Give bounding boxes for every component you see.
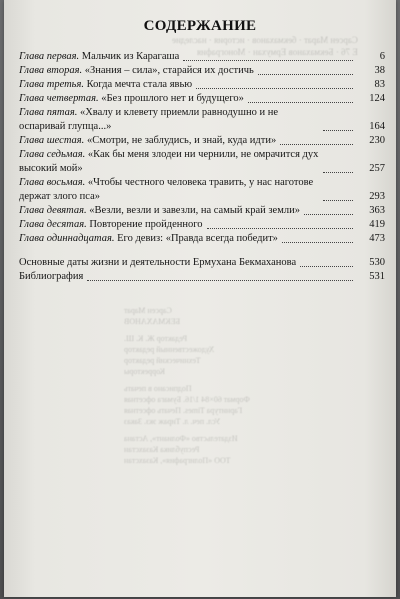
toc-entry-text [19,78,192,92]
toc-entry[interactable] [19,78,385,92]
chapter-label: Глава девятая. [19,205,87,216]
page-number: 6 [379,51,385,62]
chapter-title: Когда мечта стала явью [86,79,193,90]
chapter-title: «Знания – сила», старайся их достичь [84,65,254,76]
show-through-text-bottom [124,305,250,466]
page-number: 230 [369,135,385,146]
toc-entry-text [19,204,300,218]
toc-entry-text [19,148,319,176]
chapter-label: Глава четвертая. [19,93,99,104]
page-number: 124 [369,93,385,104]
show-through-line: Формат 60×84 1/16. Бумага офсетная [124,395,250,404]
page-number: 473 [369,233,385,244]
chapter-label: Глава пятая. [19,107,78,118]
chapter-title: Повторение пройденного [89,219,203,230]
show-through-line: Усл. печ. л. Тираж экз. Заказ [124,417,221,426]
show-through-line: Сарсен Марат [124,306,172,315]
toc-entry-text: Библиография [19,271,84,282]
toc-entry-text [19,92,244,106]
chapter-title: «Чтобы честного человека травить, у нас наготове держат злого пса» [19,177,314,202]
page-number: 83 [374,79,385,90]
toc-title: СОДЕРЖАНИЕ [143,18,257,34]
chapter-title: Его девиз: «Правда всегда победит» [117,233,278,244]
toc-entry-text [19,106,319,134]
chapter-label: Глава первая. [19,51,80,62]
page-number: 257 [369,163,385,174]
show-through-line: Гарнитура Times. Печать офсетная [124,406,243,415]
leader-dots [196,88,353,89]
leader-dots [323,172,353,173]
toc-entry-text: Основные даты жизни и деятельности Ермухана Бекмаханова [19,257,297,268]
chapter-title: «Как бы меня злодеи ни чернили, не омрачится дух высокий мой» [19,149,319,174]
chapter-label: Глава одиннадцатая. [19,233,115,244]
show-through-line: Редактор Ж. К. Ш. [124,334,188,343]
leader-dots [207,228,353,229]
toc-entry-text [19,232,278,246]
toc-entry[interactable] [19,92,385,106]
chapter-label: Глава вторая. [19,65,83,76]
leader-dots [87,280,353,281]
chapter-label: Глава десятая. [19,219,87,230]
toc-entry-text [19,64,254,78]
chapter-title: Мальчик из Карагаша [81,51,180,62]
show-through-line: Республика Казахстан [124,445,200,454]
leader-dots [300,266,353,267]
toc-entry[interactable] [19,218,385,232]
toc-entry-text [19,218,203,232]
page-number: 164 [369,121,385,132]
leader-dots [280,144,353,145]
book-page [4,0,396,597]
show-through-line: Технический редактор [124,356,201,365]
chapter-label: Глава третья. [19,79,84,90]
page-number: 363 [369,205,385,216]
leader-dots [304,214,353,215]
show-through-line: ТОО «Полиграфия», Казахстан [124,456,231,465]
leader-dots [258,74,353,75]
section-gap [19,246,385,256]
show-through-line: Издательство «Фолиант», Астана [124,434,238,443]
leader-dots [248,102,353,103]
show-through-line: Художественный редактор [124,345,215,354]
toc-entry[interactable] [19,176,385,204]
chapter-label: Глава седьмая. [19,149,86,160]
chapter-title: «Смотри, не заблудись, и знай, куда идти» [86,135,277,146]
toc-extra-entry[interactable] [19,270,385,284]
toc-entry[interactable] [19,50,385,64]
leader-dots [183,60,353,61]
page-number: 38 [374,65,385,76]
toc-entry[interactable] [19,232,385,246]
toc-entry-text [19,50,179,64]
show-through-line: Сарсен Марат · бекмаханов · история · наследие [172,35,358,45]
toc-entry[interactable] [19,64,385,78]
show-through-line: Подписано в печать [124,384,192,393]
toc-extra-entry[interactable] [19,256,385,270]
chapter-title: «Везли, везли и завезли, на самый край земли» [89,205,300,216]
chapter-title: «Без прошлого нет и будущего» [101,93,244,104]
toc-entry[interactable] [19,106,385,134]
table-of-contents [19,50,385,284]
chapter-title: «Хвалу и клевету приемли равнодушно и не оспаривай глупца...» [19,107,279,132]
page-number: 531 [369,271,385,282]
toc-entry[interactable] [19,134,385,148]
toc-entry-text [19,176,319,204]
leader-dots [323,130,353,131]
chapter-label: Глава восьмая. [19,177,86,188]
page-number: 530 [369,257,385,268]
show-through-line: Корректоры [124,367,166,376]
toc-entry-text [19,134,276,148]
toc-entry[interactable] [19,204,385,218]
page-number: 419 [369,219,385,230]
show-through-line: БЕКМАХАНОВ [124,317,181,326]
show-through-line: Е 76 · Бекмаханов Ермухан · Монография [196,47,358,57]
leader-dots [323,200,353,201]
toc-entry[interactable] [19,148,385,176]
page-number: 293 [369,191,385,202]
leader-dots [282,242,353,243]
chapter-label: Глава шестая. [19,135,85,146]
